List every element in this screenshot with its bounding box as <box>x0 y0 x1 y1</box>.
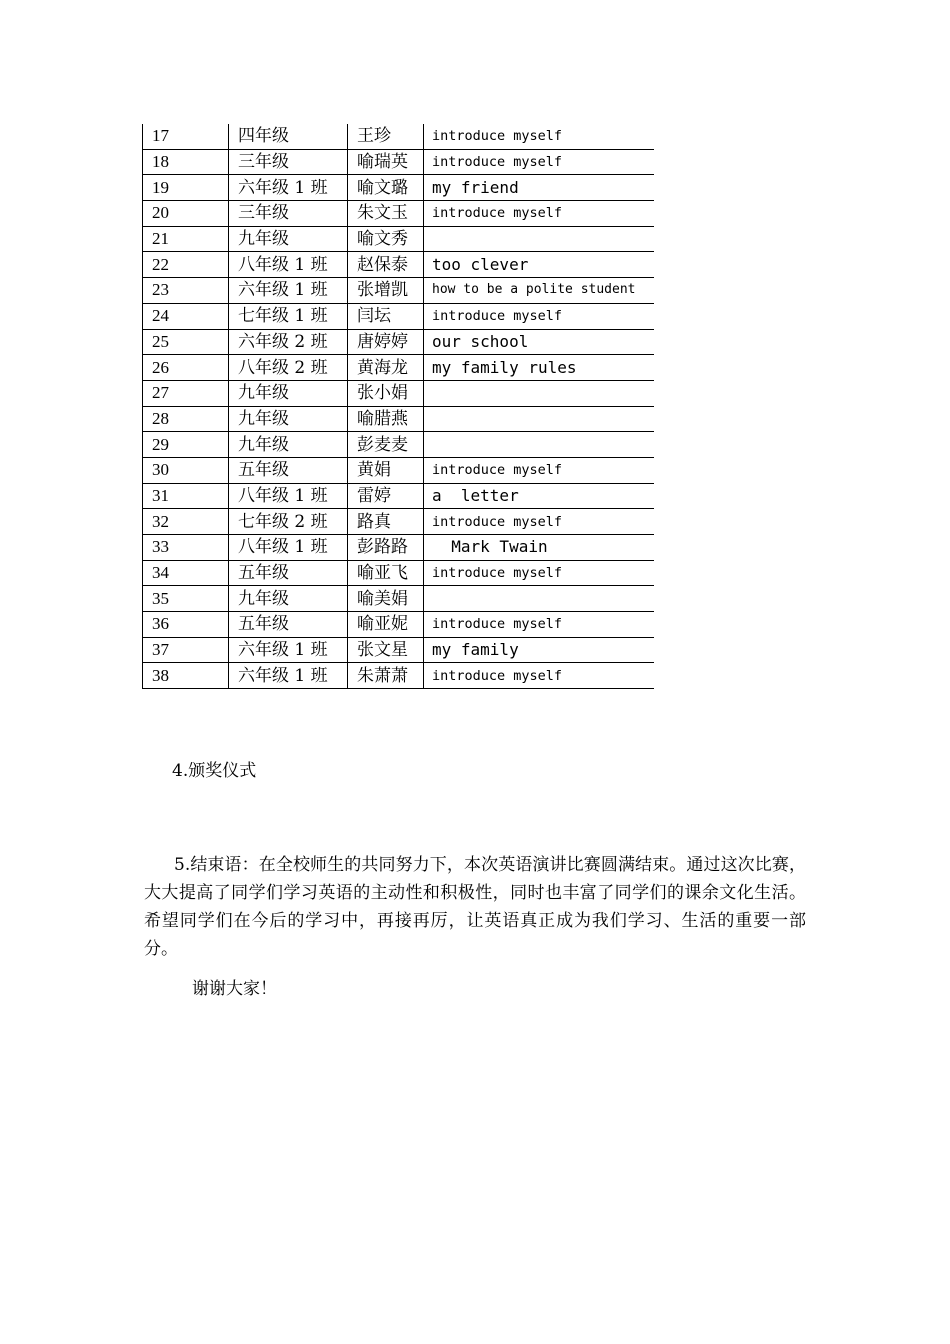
grade-cell: 七年级 2 班 <box>229 509 348 535</box>
student-name-cell: 喻腊燕 <box>348 406 424 432</box>
table-row <box>143 252 654 278</box>
grade-cell: 七年级 1 班 <box>229 303 348 329</box>
speech-topic-cell: too clever <box>424 252 654 278</box>
roster-table-body <box>143 124 654 689</box>
table-row <box>143 149 654 175</box>
grade-cell: 三年级 <box>229 201 348 227</box>
speech-topic-cell: introduce myself <box>424 612 654 638</box>
student-name-cell: 喻瑞英 <box>348 149 424 175</box>
grade-cell: 八年级 1 班 <box>229 535 348 561</box>
table-row <box>143 612 654 638</box>
grade-cell: 九年级 <box>229 432 348 458</box>
speech-topic-cell: introduce myself <box>424 124 654 149</box>
row-number-cell: 29 <box>143 432 229 458</box>
grade-cell: 六年级 1 班 <box>229 663 348 689</box>
speech-topic-cell: introduce myself <box>424 457 654 483</box>
grade-cell: 九年级 <box>229 406 348 432</box>
student-name-cell: 张增凯 <box>348 278 424 304</box>
table-row <box>143 278 654 304</box>
grade-cell: 六年级 1 班 <box>229 278 348 304</box>
speech-topic-cell: my family <box>424 637 654 663</box>
table-row <box>143 457 654 483</box>
table-row <box>143 380 654 406</box>
speech-topic-cell: Mark Twain <box>424 535 654 561</box>
row-number-cell: 36 <box>143 612 229 638</box>
student-name-cell: 彭麦麦 <box>348 432 424 458</box>
closing-thanks: 谢谢大家！ <box>192 979 277 999</box>
grade-cell: 六年级 1 班 <box>229 637 348 663</box>
row-number-cell: 23 <box>143 278 229 304</box>
table-row <box>143 406 654 432</box>
row-number-cell: 31 <box>143 483 229 509</box>
grade-cell: 九年级 <box>229 586 348 612</box>
speech-contest-roster-table <box>142 124 654 689</box>
table-row <box>143 226 654 252</box>
speech-topic-cell: introduce myself <box>424 560 654 586</box>
student-name-cell: 黄娟 <box>348 457 424 483</box>
table-row <box>143 637 654 663</box>
grade-cell: 五年级 <box>229 457 348 483</box>
row-number-cell: 26 <box>143 355 229 381</box>
grade-cell: 九年级 <box>229 226 348 252</box>
speech-topic-cell <box>424 432 654 458</box>
speech-topic-cell <box>424 586 654 612</box>
student-name-cell: 喻美娟 <box>348 586 424 612</box>
row-number-cell: 25 <box>143 329 229 355</box>
speech-topic-cell: introduce myself <box>424 303 654 329</box>
student-name-cell: 喻亚飞 <box>348 560 424 586</box>
student-name-cell: 路真 <box>348 509 424 535</box>
speech-topic-cell: how to be a polite student <box>424 278 654 304</box>
table-row <box>143 329 654 355</box>
table-row <box>143 432 654 458</box>
speech-topic-cell <box>424 406 654 432</box>
table-row <box>143 483 654 509</box>
speech-topic-cell: introduce myself <box>424 149 654 175</box>
table-row <box>143 201 654 227</box>
speech-topic-cell: my friend <box>424 175 654 201</box>
table-row <box>143 303 654 329</box>
row-number-cell: 21 <box>143 226 229 252</box>
grade-cell: 三年级 <box>229 149 348 175</box>
speech-topic-cell <box>424 226 654 252</box>
student-name-cell: 闫坛 <box>348 303 424 329</box>
row-number-cell: 18 <box>143 149 229 175</box>
row-number-cell: 20 <box>143 201 229 227</box>
student-name-cell: 朱萧萧 <box>348 663 424 689</box>
row-number-cell: 38 <box>143 663 229 689</box>
speech-topic-cell: a letter <box>424 483 654 509</box>
grade-cell: 九年级 <box>229 380 348 406</box>
row-number-cell: 30 <box>143 457 229 483</box>
table-row <box>143 175 654 201</box>
row-number-cell: 34 <box>143 560 229 586</box>
grade-cell: 八年级 1 班 <box>229 483 348 509</box>
speech-topic-cell: introduce myself <box>424 663 654 689</box>
student-name-cell: 朱文玉 <box>348 201 424 227</box>
row-number-cell: 37 <box>143 637 229 663</box>
section-award-ceremony: 4.颁奖仪式 <box>172 761 257 781</box>
grade-cell: 六年级 2 班 <box>229 329 348 355</box>
grade-cell: 八年级 2 班 <box>229 355 348 381</box>
row-number-cell: 22 <box>143 252 229 278</box>
speech-topic-cell: our school <box>424 329 654 355</box>
table-row <box>143 509 654 535</box>
grade-cell: 五年级 <box>229 560 348 586</box>
student-name-cell: 彭路路 <box>348 535 424 561</box>
table-row <box>143 586 654 612</box>
table-row <box>143 535 654 561</box>
speech-topic-cell: introduce myself <box>424 509 654 535</box>
row-number-cell: 28 <box>143 406 229 432</box>
section-closing-remarks: 5.结束语：在全校师生的共同努力下，本次英语演讲比赛圆满结束。通过这次比赛，大大提高了同学们学习英语的主动性和积极性，同时也丰富了同学们的课余文化生活。希望同学们在今后的学习中，再接再厉，让英语真正成为我们学习、生活的重要一部分。 <box>144 855 806 959</box>
row-number-cell: 17 <box>143 124 229 149</box>
table-row <box>143 124 654 149</box>
grade-cell: 四年级 <box>229 124 348 149</box>
row-number-cell: 35 <box>143 586 229 612</box>
row-number-cell: 27 <box>143 380 229 406</box>
student-name-cell: 王珍 <box>348 124 424 149</box>
student-name-cell: 黄海龙 <box>348 355 424 381</box>
student-name-cell: 张小娟 <box>348 380 424 406</box>
grade-cell: 五年级 <box>229 612 348 638</box>
table-row <box>143 355 654 381</box>
student-name-cell: 喻亚妮 <box>348 612 424 638</box>
student-name-cell: 赵保泰 <box>348 252 424 278</box>
row-number-cell: 19 <box>143 175 229 201</box>
speech-topic-cell <box>424 380 654 406</box>
student-name-cell: 张文星 <box>348 637 424 663</box>
student-name-cell: 雷婷 <box>348 483 424 509</box>
table-row <box>143 663 654 689</box>
student-name-cell: 喻文秀 <box>348 226 424 252</box>
grade-cell: 八年级 1 班 <box>229 252 348 278</box>
speech-topic-cell: introduce myself <box>424 201 654 227</box>
speech-topic-cell: my family rules <box>424 355 654 381</box>
table-row <box>143 560 654 586</box>
row-number-cell: 24 <box>143 303 229 329</box>
student-name-cell: 喻文璐 <box>348 175 424 201</box>
grade-cell: 六年级 1 班 <box>229 175 348 201</box>
row-number-cell: 32 <box>143 509 229 535</box>
student-name-cell: 唐婷婷 <box>348 329 424 355</box>
row-number-cell: 33 <box>143 535 229 561</box>
